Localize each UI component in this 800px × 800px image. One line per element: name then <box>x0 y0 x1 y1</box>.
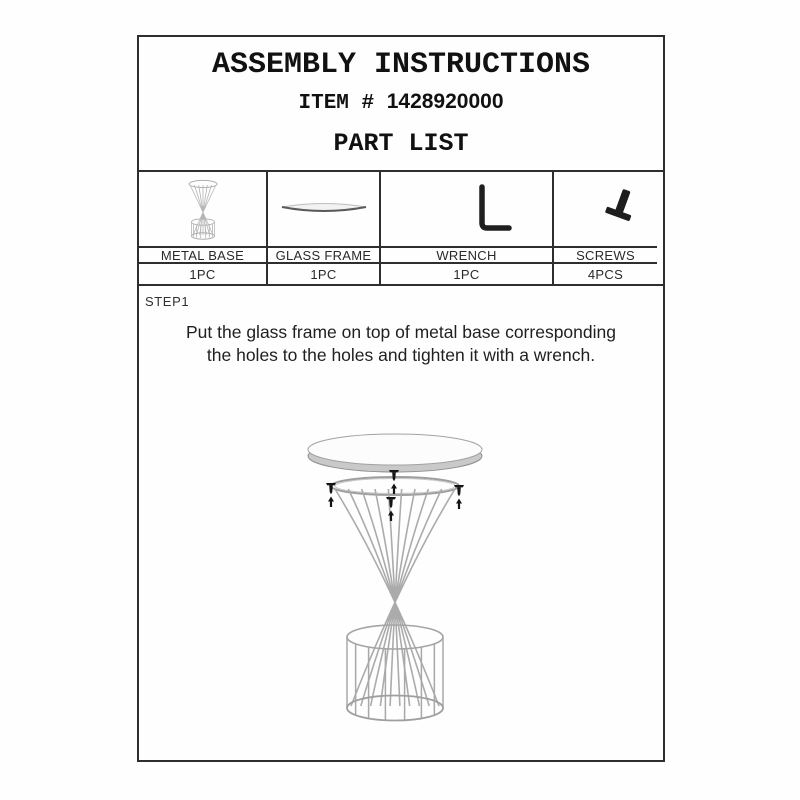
part-name-metal-base: METAL BASE <box>139 248 268 264</box>
glass-frame-icon <box>278 199 370 219</box>
instruction-line-2: the holes to the holes and tighten it with a wrench. <box>206 345 596 365</box>
part-name-glass-frame: GLASS FRAME <box>268 248 381 264</box>
part-name-screws: SCREWS <box>554 248 657 264</box>
part-image-screws <box>554 172 657 248</box>
item-number: 1428920000 <box>386 90 504 113</box>
part-image-wrench <box>381 172 554 248</box>
parts-table <box>137 170 665 286</box>
part-qty-screws: 4PCS <box>587 266 624 282</box>
part-qty-wrench: 1PC <box>381 264 554 284</box>
instruction-sheet <box>137 35 665 762</box>
glass-top <box>308 434 482 472</box>
part-list-title: PART LIST <box>333 129 469 158</box>
part-image-glass-frame <box>268 172 381 248</box>
metal-base-wireframe <box>335 489 455 706</box>
part-name-wrench: WRENCH <box>381 248 554 264</box>
part-qty-metal-base: 1PC <box>139 264 268 284</box>
item-label: ITEM # <box>298 92 375 115</box>
instruction-text <box>139 321 663 367</box>
metal-base-icon <box>181 176 225 242</box>
assembly-diagram <box>265 425 525 735</box>
item-number-line <box>139 90 663 115</box>
part-image-metal-base <box>139 172 268 248</box>
wrench-icon <box>476 183 514 235</box>
screws-icon <box>598 182 642 236</box>
part-qty-glass-frame: 1PC <box>268 264 381 284</box>
step-label: STEP1 <box>145 294 190 309</box>
instruction-line-1: Put the glass frame on top of metal base corresponding <box>186 322 616 342</box>
page-title: ASSEMBLY INSTRUCTIONS <box>211 48 591 82</box>
